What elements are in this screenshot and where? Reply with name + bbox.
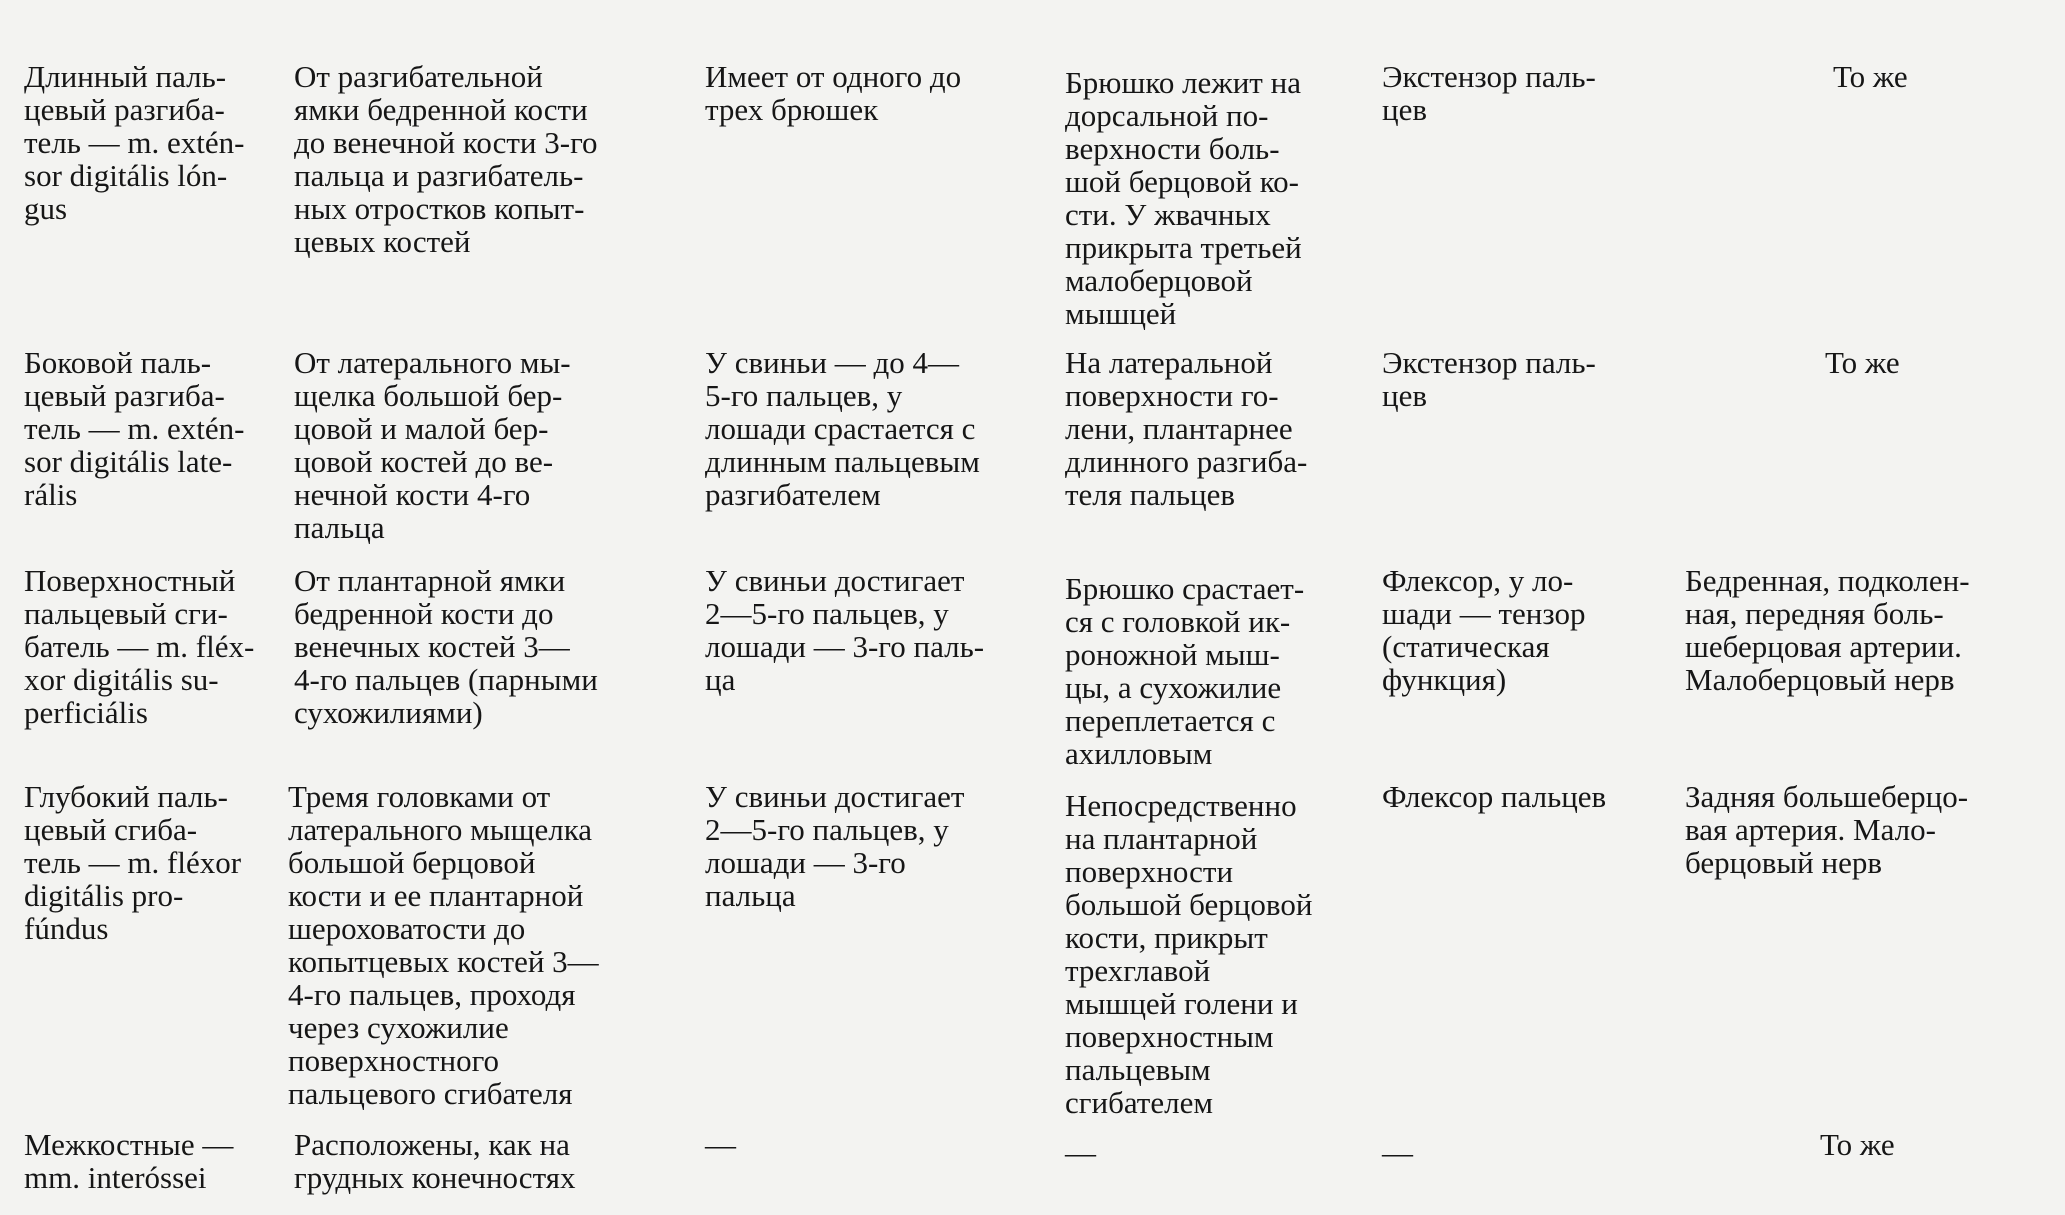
supply-cell: То же [1833, 59, 1908, 94]
supply-cell: То же [1820, 1127, 1895, 1162]
function-cell: Флексор, у ло- шади — тензор (статическая функция) [1382, 563, 1586, 697]
supply-cell: Задняя большеберцо- вая артерия. Мало- берцовый нерв [1685, 779, 1969, 880]
function-cell: Экстензор паль- цев [1382, 345, 1596, 413]
function-cell: Экстензор паль- цев [1382, 59, 1596, 127]
origin-cell: От латерального мы- щелка большой бер- цовой и малой бер- цовой костей до ве- нечной кости 4-го пальца [294, 345, 571, 545]
muscle-name-cell: Глубокий паль- цевый сгиба- тель — m. fléxor digitális pro- fúndus [24, 779, 242, 946]
muscle-name-cell: Длинный паль- цевый разгиба- тель — m. extén- sor digitális lón- gus [24, 59, 245, 226]
function-cell: Флексор пальцев [1382, 779, 1607, 814]
supply-cell: То же [1825, 345, 1900, 380]
origin-cell: От плантарной ямки бедренной кости до венечных костей 3— 4-го пальцев (парными сухожилиями) [294, 563, 598, 730]
feature-cell: У свиньи достигает 2—5-го пальцев, у лошади — 3-го пальца [705, 779, 965, 913]
feature-cell: У свиньи достигает 2—5-го пальцев, у лошади — 3-го паль- ца [705, 563, 985, 697]
muscle-name-cell: Межкостные — mm. interóssei [24, 1127, 234, 1195]
function-cell: — [1382, 1135, 1413, 1170]
position-cell: Брюшко срастает- ся с головкой ик- роножной мыш- цы, а сухожилие переплетается с ахилловым [1065, 571, 1305, 771]
position-cell: На латеральной поверхности го- лени, плантарнее длинного разгиба- теля пальцев [1065, 345, 1308, 512]
origin-cell: Тремя головками от латерального мыщелка большой берцовой кости и ее плантарной шероховатости до копытцевых костей 3— 4-го пальцев, проходя через сухожилие поверхностного пальцевого сгибателя [288, 779, 599, 1111]
position-cell: Брюшко лежит на дорсальной по- верхности боль- шой берцовой ко- сти. У жвачных прикрыта третьей малоберцовой мышцей [1065, 65, 1302, 331]
origin-cell: От разгибательной ямки бедренной кости до венечной кости 3-го пальца и разгибатель- ных отростков копыт- цевых костей [294, 59, 598, 259]
position-cell: Непосредственно на плантарной поверхности большой берцовой кости, прикрыт трехглавой мышцей голени и поверхностным пальцевым сгибателем [1065, 788, 1313, 1120]
feature-cell: У свиньи — до 4— 5-го пальцев, у лошади срастается с длинным пальцевым разгибателем [705, 345, 980, 512]
position-cell: — [1065, 1135, 1096, 1170]
muscle-name-cell: Боковой паль- цевый разгиба- тель — m. extén- sor digitális late- rális [24, 345, 245, 512]
muscle-name-cell: Поверхностный пальцевый сги- батель — m. fléх- xor digitális su- perficiális [24, 563, 255, 730]
origin-cell: Расположены, как на грудных конечностях [294, 1127, 576, 1195]
feature-cell: — [705, 1127, 736, 1162]
supply-cell: Бедренная, подколен- ная, передняя боль- шеберцовая артерии. Малоберцовый нерв [1685, 563, 1970, 697]
feature-cell: Имеет от одного до трех брюшек [705, 59, 962, 127]
